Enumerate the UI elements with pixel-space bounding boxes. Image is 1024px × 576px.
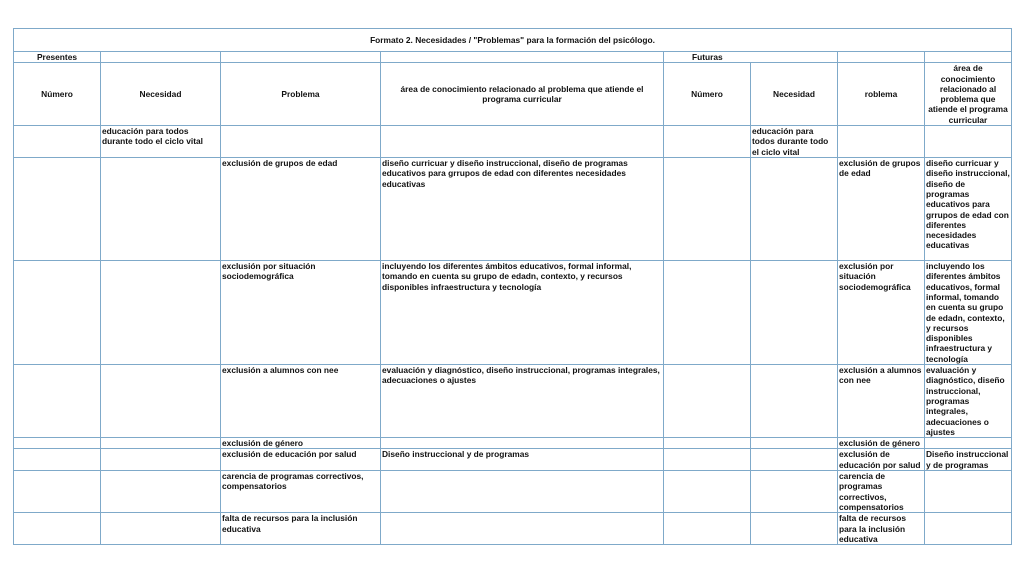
cell-problema-future	[838, 126, 925, 158]
header-necesidad-future: Necesidad	[751, 63, 838, 126]
header-numero: Número	[14, 63, 101, 126]
cell-area-future	[925, 471, 1012, 513]
cell-problema: exclusión a alumnos con nee	[221, 365, 381, 438]
cell-problema-future: exclusión de género	[838, 438, 925, 449]
table-row	[14, 365, 1012, 438]
cell-necesidad-future	[751, 513, 838, 545]
cell-problema: carencia de programas correctivos, compensatorios	[221, 471, 381, 513]
cell-area-future	[925, 438, 1012, 449]
cell-area: evaluación y diagnóstico, diseño instruccional, programas integrales, adecuaciones o ajustes	[381, 365, 664, 438]
table-row	[14, 449, 1012, 471]
cell-necesidad: educación para todos durante todo el ciclo vital	[101, 126, 221, 158]
cell-area-future	[925, 126, 1012, 158]
cell-problema: falta de recursos para la inclusión educativa	[221, 513, 381, 545]
cell-problema: exclusión por situación sociodemográfica	[221, 261, 381, 365]
cell-area-future: diseño curricuar y diseño instruccional, diseño de programas educativos para grrupos de edad con diferentes necesidades educativas	[925, 158, 1012, 261]
cell-area	[381, 126, 664, 158]
cell-area-future: evaluación y diagnóstico, diseño instruccional, programas integrales, adecuaciones o ajustes	[925, 365, 1012, 438]
cell-problema-future: carencia de programas correctivos, compensatorios	[838, 471, 925, 513]
cell-area	[381, 471, 664, 513]
cell-necesidad	[101, 471, 221, 513]
header-area-future: área de conocimiento relacionado al problema que atiende el programa curricular	[925, 63, 1012, 126]
cell-necesidad-future	[751, 438, 838, 449]
cell-problema: exclusión de grupos de edad	[221, 158, 381, 261]
cell-necesidad-future	[751, 261, 838, 365]
cell-area: Diseño instruccional y de programas	[381, 449, 664, 471]
table-row	[14, 158, 1012, 261]
cell-area: diseño curricuar y diseño instruccional, diseño de programas educativos para grrupos de edad con diferentes necesidades educativas	[381, 158, 664, 261]
cell-area	[381, 513, 664, 545]
header-problema: Problema	[221, 63, 381, 126]
table-row	[14, 513, 1012, 545]
cell-necesidad	[101, 261, 221, 365]
header-necesidad: Necesidad	[101, 63, 221, 126]
cell-area: incluyendo los diferentes ámbitos educativos, formal informal, tomando en cuenta su grupo de edadn, contexto, y recursos disponibles infraestructura y tecnología	[381, 261, 664, 365]
cell-problema-future: exclusión a alumnos con nee	[838, 365, 925, 438]
cell-necesidad-future	[751, 365, 838, 438]
cell-problema-future: exclusión por situación sociodemográfica	[838, 261, 925, 365]
header-numero-future: Número	[664, 63, 751, 126]
table-row	[14, 438, 1012, 449]
cell-necesidad-future	[751, 471, 838, 513]
cell-problema-future: exclusión de educación por salud	[838, 449, 925, 471]
table-title: Formato 2. Necesidades / "Problemas" para la formación del psicólogo.	[14, 29, 1012, 52]
cell-necesidad	[101, 365, 221, 438]
cell-problema: exclusión de género	[221, 438, 381, 449]
cell-area-future: Diseño instruccional y de programas	[925, 449, 1012, 471]
table-row	[14, 471, 1012, 513]
cell-necesidad	[101, 449, 221, 471]
cell-necesidad-future: educación para todos durante todo el ciclo vital	[751, 126, 838, 158]
cell-necesidad	[101, 438, 221, 449]
header-area: área de conocimiento relacionado al problema que atiende el programa curricular	[381, 63, 664, 126]
cell-problema-future: falta de recursos para la inclusión educativa	[838, 513, 925, 545]
needs-table	[13, 28, 1012, 545]
header-problema-future: roblema	[838, 63, 925, 126]
cell-necesidad	[101, 158, 221, 261]
section-future: Futuras	[664, 52, 838, 63]
cell-area-future: incluyendo los diferentes ámbitos educativos, formal informal, tomando en cuenta su grupo de edadn, contexto, y recursos disponibles infraestructura y tecnología	[925, 261, 1012, 365]
cell-area-future	[925, 513, 1012, 545]
section-present: Presentes	[14, 52, 101, 63]
cell-necesidad-future	[751, 449, 838, 471]
table-row	[14, 261, 1012, 365]
cell-area	[381, 438, 664, 449]
cell-problema: exclusión de educación por salud	[221, 449, 381, 471]
cell-necesidad-future	[751, 158, 838, 261]
cell-problema-future: exclusión de grupos de edad	[838, 158, 925, 261]
cell-necesidad	[101, 513, 221, 545]
cell-problema	[221, 126, 381, 158]
table-row	[14, 126, 1012, 158]
